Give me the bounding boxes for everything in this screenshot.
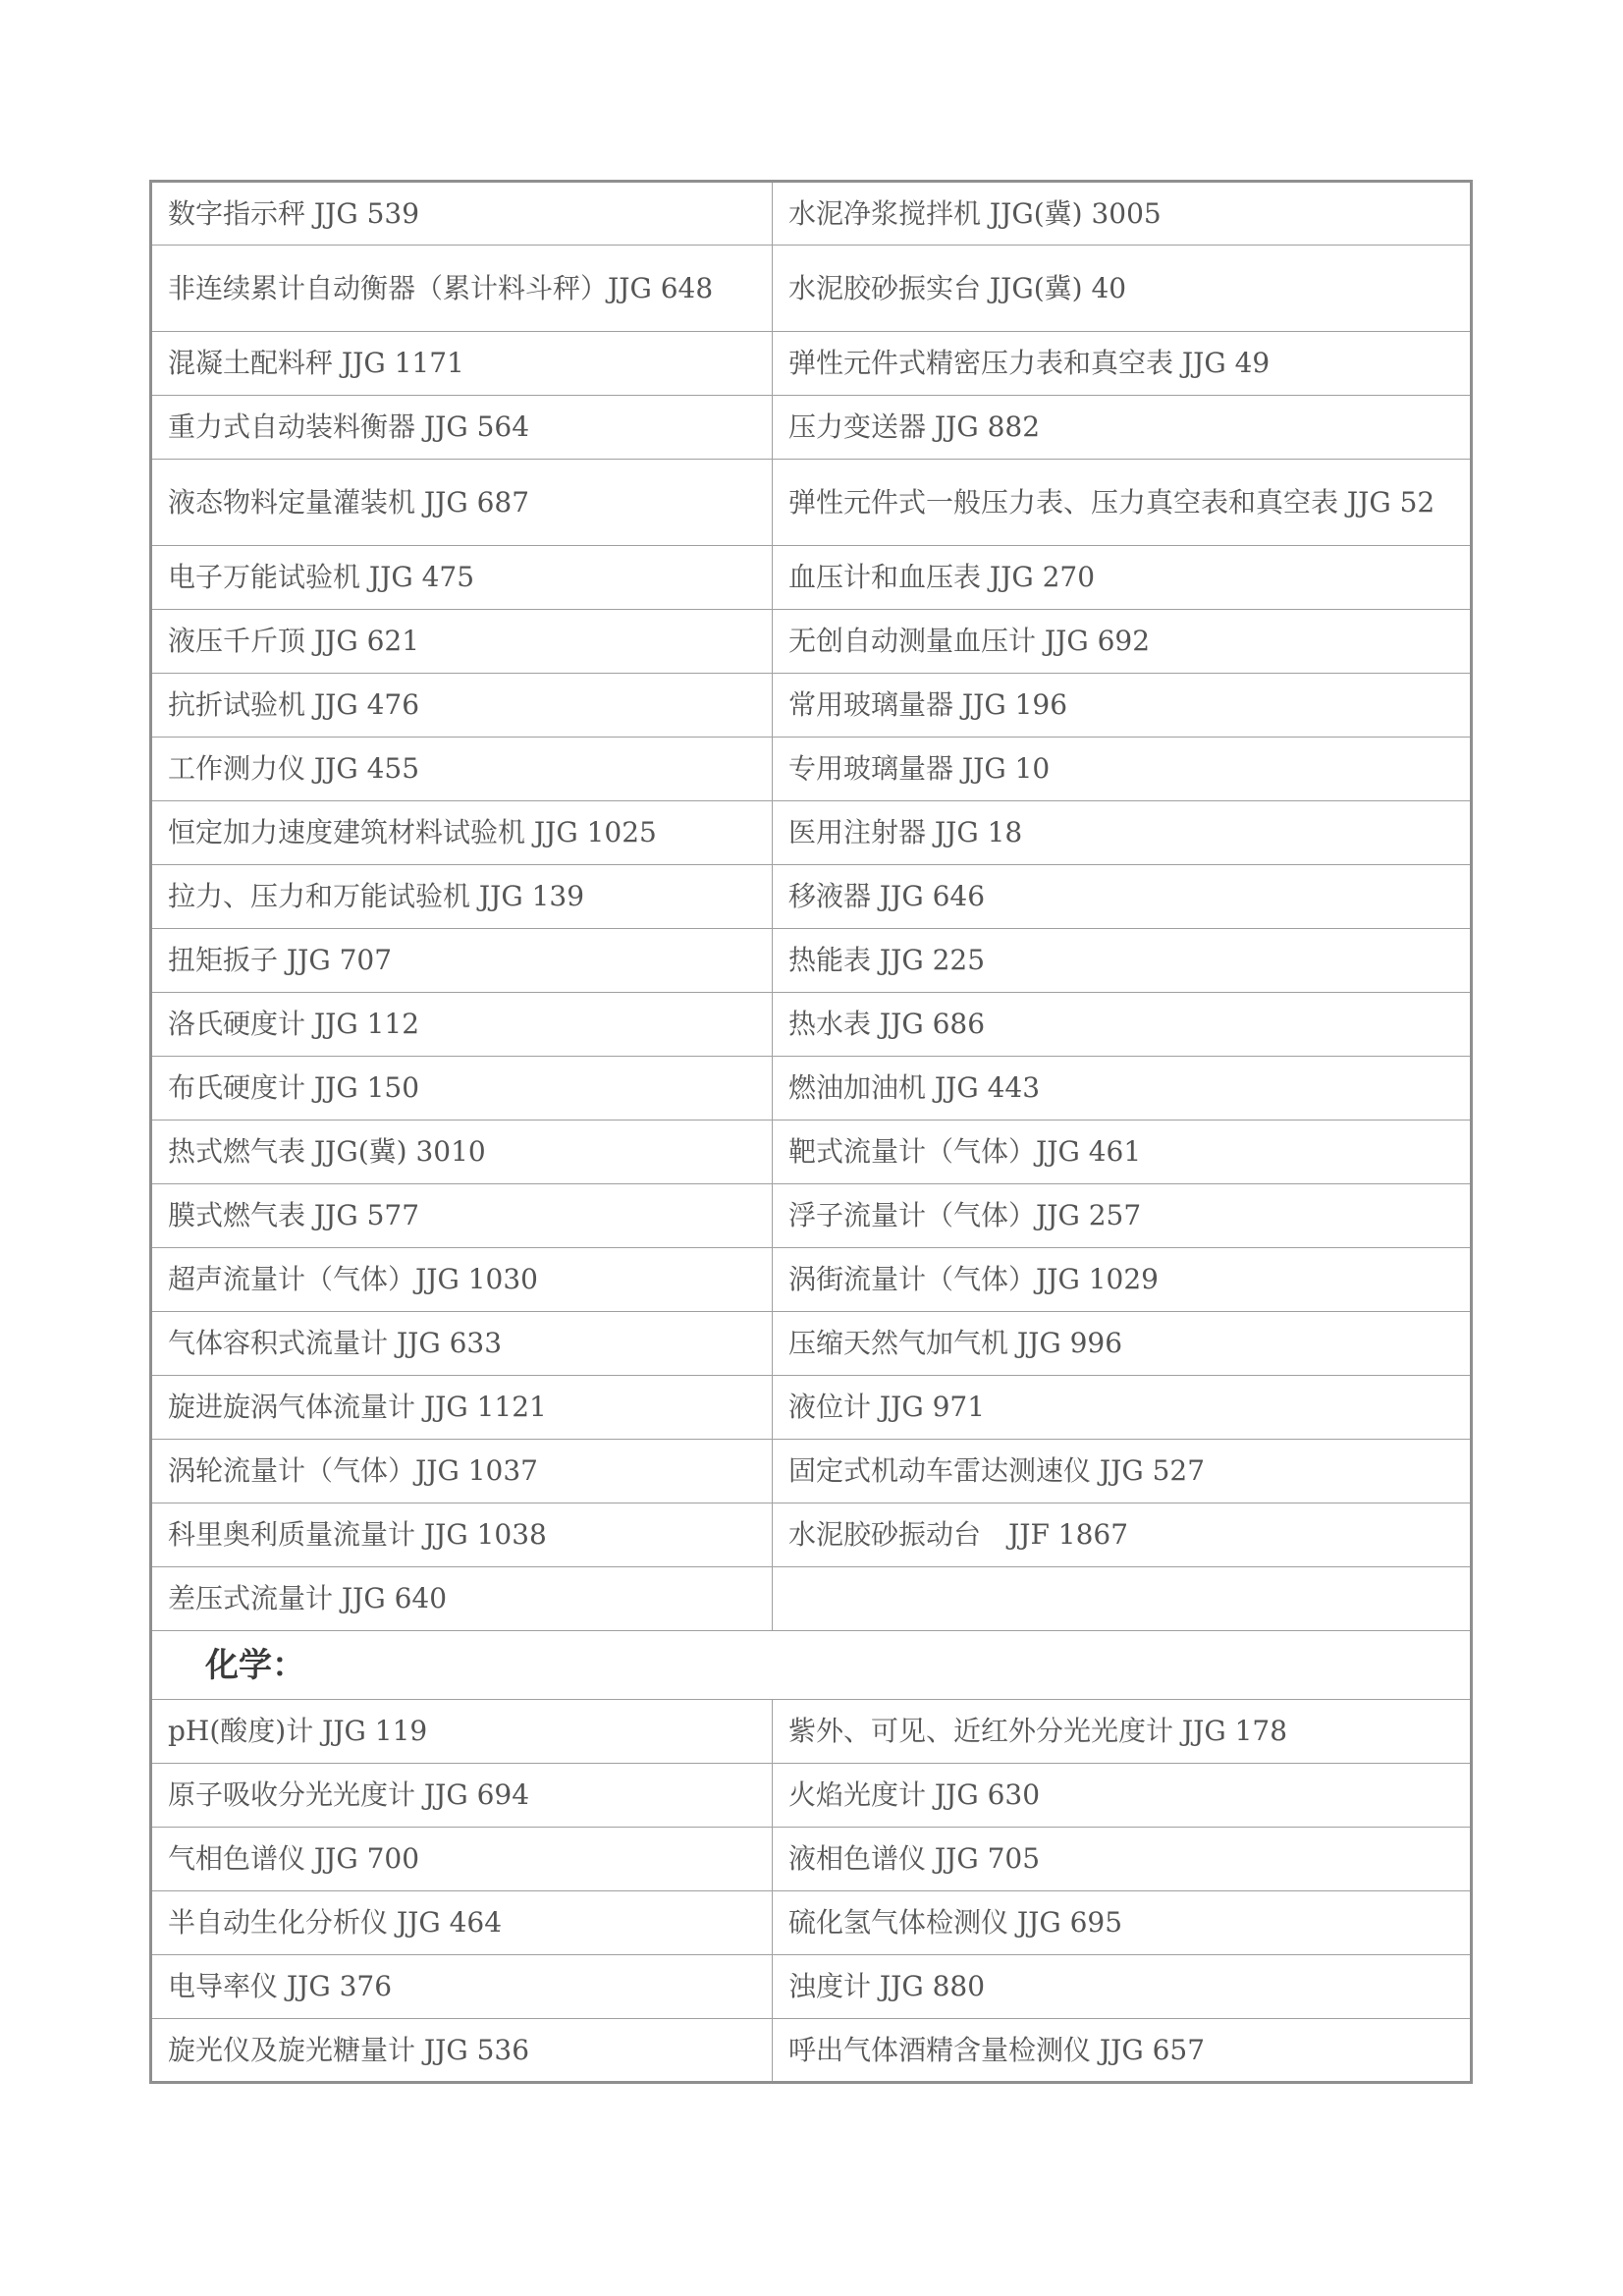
table-cell-left: 拉力、压力和万能试验机 JJG 139 [151, 865, 773, 929]
table-row [151, 738, 1472, 801]
table-cell-left: 电子万能试验机 JJG 475 [151, 546, 773, 610]
table-row [151, 1764, 1472, 1828]
table-row [151, 1700, 1472, 1764]
table-cell-right: 热能表 JJG 225 [773, 929, 1472, 993]
table-cell-left: 差压式流量计 JJG 640 [151, 1567, 773, 1631]
table-cell-left: 数字指示秤 JJG 539 [151, 182, 773, 246]
table-row [151, 1891, 1472, 1955]
table-cell-right: 火焰光度计 JJG 630 [773, 1764, 1472, 1828]
table-cell-right: 移液器 JJG 646 [773, 865, 1472, 929]
table-row [151, 332, 1472, 396]
table-cell-right: 液相色谱仪 JJG 705 [773, 1828, 1472, 1891]
table-cell-left: 工作测力仪 JJG 455 [151, 738, 773, 801]
table-row [151, 610, 1472, 674]
table-cell-left: pH(酸度)计 JJG 119 [151, 1700, 773, 1764]
section-title: 化学： [151, 1631, 1472, 1700]
section-header-row [151, 1631, 1472, 1700]
table-cell-left: 液压千斤顶 JJG 621 [151, 610, 773, 674]
table-row [151, 1955, 1472, 2019]
table-row [151, 1121, 1472, 1184]
table-row [151, 674, 1472, 738]
table-row [151, 2019, 1472, 2083]
table-cell-right: 压力变送器 JJG 882 [773, 396, 1472, 460]
table-cell-left: 布氏硬度计 JJG 150 [151, 1057, 773, 1121]
table-cell-right [773, 1567, 1472, 1631]
table-cell-left: 重力式自动装料衡器 JJG 564 [151, 396, 773, 460]
table-cell-left: 涡轮流量计（气体）JJG 1037 [151, 1440, 773, 1503]
table-row [151, 1312, 1472, 1376]
table-cell-left: 旋光仪及旋光糖量计 JJG 536 [151, 2019, 773, 2083]
table-cell-left: 气相色谱仪 JJG 700 [151, 1828, 773, 1891]
table-row [151, 1248, 1472, 1312]
table-cell-left: 气体容积式流量计 JJG 633 [151, 1312, 773, 1376]
table-row [151, 929, 1472, 993]
table-cell-left: 洛氏硬度计 JJG 112 [151, 993, 773, 1057]
table-cell-left: 恒定加力速度建筑材料试验机 JJG 1025 [151, 801, 773, 865]
table-cell-right: 燃油加油机 JJG 443 [773, 1057, 1472, 1121]
table-cell-right: 弹性元件式一般压力表、压力真空表和真空表 JJG 52 [773, 460, 1472, 546]
table-row [151, 546, 1472, 610]
table-cell-right: 浮子流量计（气体）JJG 257 [773, 1184, 1472, 1248]
table-cell-right: 无创自动测量血压计 JJG 692 [773, 610, 1472, 674]
table-cell-right: 固定式机动车雷达测速仪 JJG 527 [773, 1440, 1472, 1503]
table-row [151, 1376, 1472, 1440]
table-row [151, 801, 1472, 865]
table-cell-right: 水泥净浆搅拌机 JJG(冀) 3005 [773, 182, 1472, 246]
table-cell-right: 常用玻璃量器 JJG 196 [773, 674, 1472, 738]
table-cell-left: 原子吸收分光光度计 JJG 694 [151, 1764, 773, 1828]
table-cell-left: 非连续累计自动衡器（累计料斗秤）JJG 648 [151, 246, 773, 332]
table-cell-right: 涡街流量计（气体）JJG 1029 [773, 1248, 1472, 1312]
table-cell-right: 靶式流量计（气体）JJG 461 [773, 1121, 1472, 1184]
table-cell-right: 热水表 JJG 686 [773, 993, 1472, 1057]
table-cell-left: 膜式燃气表 JJG 577 [151, 1184, 773, 1248]
table-cell-left: 旋进旋涡气体流量计 JJG 1121 [151, 1376, 773, 1440]
table-row [151, 993, 1472, 1057]
table-row [151, 1440, 1472, 1503]
table-row [151, 865, 1472, 929]
table-cell-right: 呼出气体酒精含量检测仪 JJG 657 [773, 2019, 1472, 2083]
table-cell-right: 医用注射器 JJG 18 [773, 801, 1472, 865]
table-cell-right: 水泥胶砂振动台 JJF 1867 [773, 1503, 1472, 1567]
table-cell-left: 电导率仪 JJG 376 [151, 1955, 773, 2019]
table-row [151, 246, 1472, 332]
table-cell-right: 专用玻璃量器 JJG 10 [773, 738, 1472, 801]
table-cell-right: 硫化氢气体检测仪 JJG 695 [773, 1891, 1472, 1955]
table-cell-left: 半自动生化分析仪 JJG 464 [151, 1891, 773, 1955]
table-cell-right: 压缩天然气加气机 JJG 996 [773, 1312, 1472, 1376]
table-row [151, 1503, 1472, 1567]
table-cell-left: 扭矩扳子 JJG 707 [151, 929, 773, 993]
table-cell-left: 混凝土配料秤 JJG 1171 [151, 332, 773, 396]
table-row [151, 1057, 1472, 1121]
table-cell-left: 抗折试验机 JJG 476 [151, 674, 773, 738]
table-cell-left: 超声流量计（气体）JJG 1030 [151, 1248, 773, 1312]
table-cell-left: 科里奥利质量流量计 JJG 1038 [151, 1503, 773, 1567]
table-cell-right: 弹性元件式精密压力表和真空表 JJG 49 [773, 332, 1472, 396]
table-body [151, 182, 1472, 2083]
table-row [151, 1184, 1472, 1248]
table-row [151, 1567, 1472, 1631]
table-cell-right: 血压计和血压表 JJG 270 [773, 546, 1472, 610]
instrument-table [149, 180, 1473, 2084]
table-row [151, 460, 1472, 546]
table-cell-right: 液位计 JJG 971 [773, 1376, 1472, 1440]
table-cell-right: 紫外、可见、近红外分光光度计 JJG 178 [773, 1700, 1472, 1764]
table-cell-left: 热式燃气表 JJG(冀) 3010 [151, 1121, 773, 1184]
table-cell-right: 浊度计 JJG 880 [773, 1955, 1472, 2019]
table-cell-right: 水泥胶砂振实台 JJG(冀) 40 [773, 246, 1472, 332]
table-row [151, 396, 1472, 460]
table-row [151, 1828, 1472, 1891]
table-cell-left: 液态物料定量灌装机 JJG 687 [151, 460, 773, 546]
table-row [151, 182, 1472, 246]
